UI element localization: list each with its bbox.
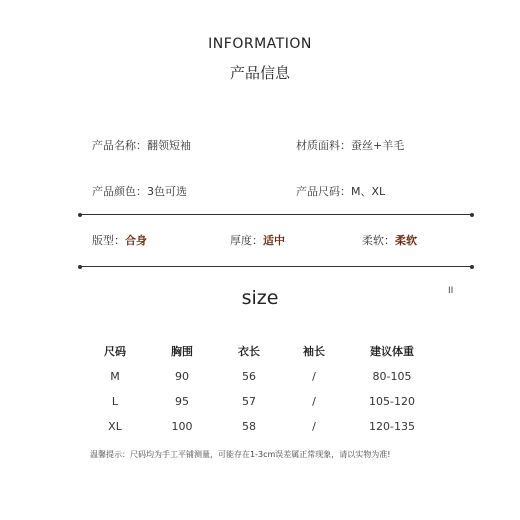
fit-thickness <box>230 232 285 248</box>
product-material: 材质面料：蚕丝+羊毛 <box>296 139 405 152</box>
table-header-sleeve: 袖长 <box>303 345 325 358</box>
table-header-length: 衣长 <box>238 345 260 358</box>
table-cell: 57 <box>242 395 256 408</box>
divider-bottom <box>80 266 472 267</box>
table-cell: 56 <box>242 370 256 383</box>
table-cell: / <box>312 420 316 433</box>
table-cell: XL <box>108 420 122 433</box>
fit-softness-value: 柔软 <box>395 234 417 247</box>
product-name: 产品名称：翻领短袖 <box>92 139 191 152</box>
measurement-note: 温馨提示：尺码均为手工平铺测量，可能存在1-3cm误差属正常现象，请以实物为准! <box>90 450 391 459</box>
fit-version-value: 合身 <box>125 234 147 247</box>
table-cell: 80-105 <box>372 370 412 383</box>
table-cell: / <box>312 370 316 383</box>
fit-version-label: 版型： <box>92 234 125 247</box>
size-mark: II <box>448 286 454 296</box>
table-cell: 90 <box>175 370 189 383</box>
product-color: 产品颜色：3色可选 <box>92 185 187 198</box>
table-cell: 100 <box>171 420 193 433</box>
table-cell: 58 <box>242 420 256 433</box>
title-english: INFORMATION <box>208 36 312 52</box>
table-header-weight: 建议体重 <box>370 345 414 358</box>
table-cell: 105-120 <box>369 395 415 408</box>
table-cell: M <box>110 370 120 383</box>
table-cell: 120-135 <box>369 420 415 433</box>
table-cell: 95 <box>175 395 189 408</box>
fit-version <box>92 232 147 248</box>
size-title: size <box>241 287 279 309</box>
table-cell: L <box>111 395 119 408</box>
divider-top <box>80 214 472 215</box>
title-chinese: 产品信息 <box>229 64 290 82</box>
fit-thickness-label: 厚度： <box>230 234 263 247</box>
fit-softness-label: 柔软： <box>362 234 395 247</box>
table-cell: / <box>312 395 316 408</box>
fit-softness <box>362 232 417 248</box>
product-size: 产品尺码：M、XL <box>296 185 386 198</box>
fit-thickness-value: 适中 <box>263 234 285 247</box>
table-header-chest: 胸围 <box>171 345 193 358</box>
table-header-size: 尺码 <box>104 345 126 358</box>
